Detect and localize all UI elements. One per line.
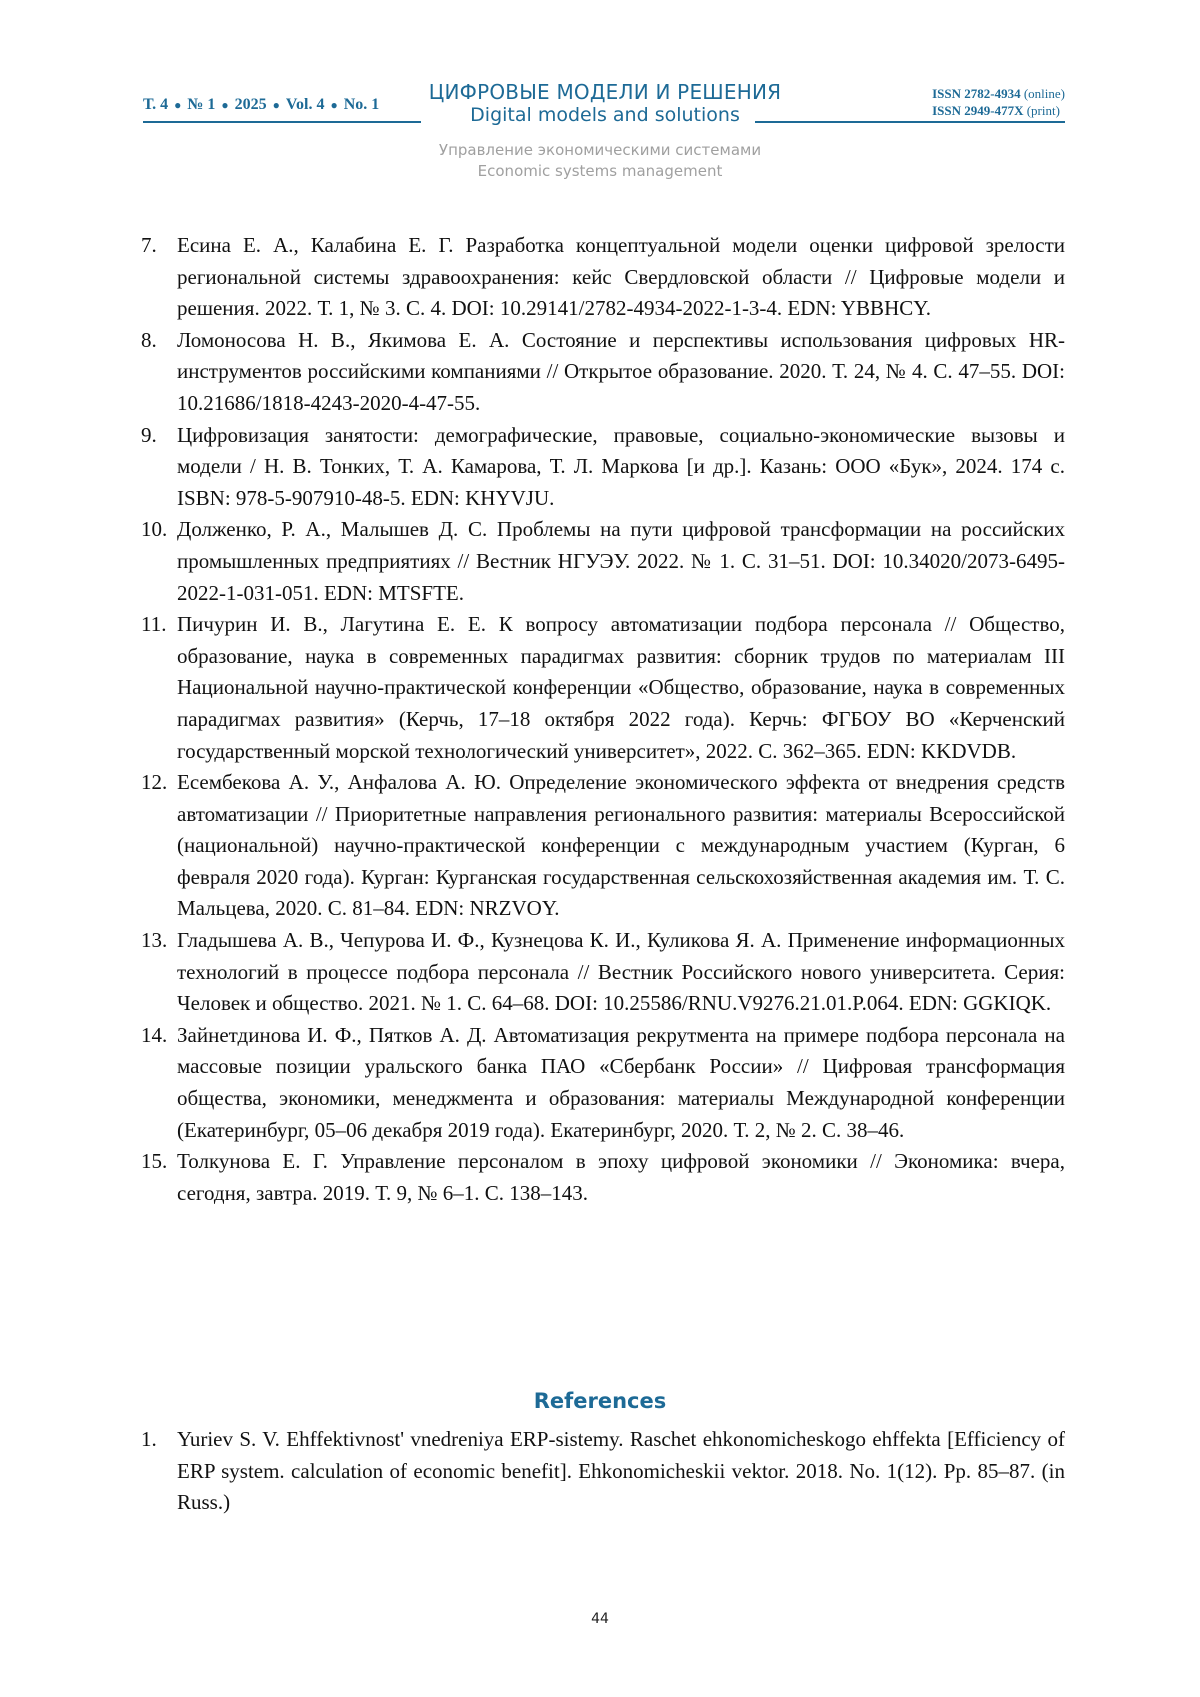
page xyxy=(0,0,1200,1697)
journal-title-en: Digital models and solutions xyxy=(415,104,795,126)
reference-item xyxy=(141,1424,1065,1519)
reference-text: Yuriev S. V. Ehffektivnost' vnedreniya ERP-sistemy. Raschet ehkonomicheskogo ehffekta [Efficiency of ERP system. calculation of economic benefit]. Ehkonomicheskii vektor. 2018. No. 1(12). Pp. 85–87. (in Russ.) xyxy=(177,1424,1065,1519)
page-number: 44 xyxy=(560,1611,640,1627)
reference-text: Пичурин И. В., Лагутина Е. Е. К вопросу автоматизации подбора персонала // Общество, образование, наука в современных парадигмах развития: сборник трудов по материалам III Национальной научно-практической конференции «Общество, образование, наука в современных парадигмах развития» (Керчь, 17–18 октября 2022 года). Керчь: ФГБОУ ВО «Керченский государственный морской технологический университет», 2022. С. 362–365. EDN: KKDVDB. xyxy=(177,609,1065,767)
reference-text: Цифровизация занятости: демографические, правовые, социально-экономические вызовы и модели / Н. В. Тонких, Т. А. Камарова, Т. Л. Маркова [и др.]. Казань: ООО «Бук», 2024. 174 с. ISBN: 978-5-907910-48-5. EDN: KHYVJU. xyxy=(177,420,1065,515)
separator-dot-icon: ● xyxy=(328,98,339,112)
reference-text: Зайнетдинова И. Ф., Пятков А. Д. Автоматизация рекрутмента на примере подбора персонала на массовые позиции уральского банка ПАО «Сбербанк России» // Цифровая трансформация общества, экономики, менеджмента и образования: материалы Международной конференции (Екатеринбург, 05–06 декабря 2019 года). Екатеринбург, 2020. Т. 2, № 2. С. 38–46. xyxy=(177,1020,1065,1146)
reference-item xyxy=(141,325,1065,420)
issn-print xyxy=(932,102,1065,119)
reference-item xyxy=(141,609,1065,767)
section-title-ru: Управление экономическими системами xyxy=(300,140,900,161)
volume-ru: Т. 4 xyxy=(143,96,168,113)
header-rule-right xyxy=(755,121,1065,123)
reference-number: 14. xyxy=(141,1020,177,1146)
issue-info xyxy=(143,96,379,114)
reference-number: 8. xyxy=(141,325,177,420)
running-header xyxy=(143,78,1065,128)
issue-en: No. 1 xyxy=(344,96,380,113)
reference-item xyxy=(141,514,1065,609)
reference-item xyxy=(141,925,1065,1020)
issn-online xyxy=(932,85,1065,102)
reference-item xyxy=(141,767,1065,925)
issn-print-number: ISSN 2949-477X xyxy=(932,103,1023,118)
reference-text: Долженко, Р. А., Малышев Д. С. Проблемы на пути цифровой трансформации на российских промышленных предприятиях // Вестник НГУЭУ. 2022. № 1. С. 31–51. DOI: 10.34020/2073-6495-2022-1-031-051. EDN: MTSFTE. xyxy=(177,514,1065,609)
issn-online-number: ISSN 2782-4934 xyxy=(932,86,1021,101)
separator-dot-icon: ● xyxy=(219,98,230,112)
separator-dot-icon: ● xyxy=(271,98,282,112)
reference-number: 15. xyxy=(141,1146,177,1209)
reference-number: 9. xyxy=(141,420,177,515)
reference-list-ru xyxy=(141,230,1065,1209)
volume-en: Vol. 4 xyxy=(286,96,325,113)
header-rule-left xyxy=(143,121,421,123)
reference-list-en xyxy=(141,1424,1065,1519)
reference-item xyxy=(141,1020,1065,1146)
reference-text: Толкунова Е. Г. Управление персоналом в эпоху цифровой экономики // Экономика: вчера, сегодня, завтра. 2019. Т. 9, № 6–1. С. 138–143. xyxy=(177,1146,1065,1209)
separator-dot-icon: ● xyxy=(172,98,183,112)
reference-number: 7. xyxy=(141,230,177,325)
reference-text: Ломоносова Н. В., Якимова Е. А. Состояние и перспективы использования цифровых HR-инструментов российскими компаниями // Открытое образование. 2020. Т. 24, № 4. С. 47–55. DOI: 10.21686/1818-4243-2020-4-47-55. xyxy=(177,325,1065,420)
reference-item xyxy=(141,1146,1065,1209)
year: 2025 xyxy=(235,96,267,113)
reference-text: Есина Е. А., Калабина Е. Г. Разработка концептуальной модели оценки цифровой зрелости региональной системы здравоохранения: кейс Свердловской области // Цифровые модели и решения. 2022. Т. 1, № 3. С. 4. DOI: 10.29141/2782-4934-2022-1-3-4. EDN: YBBHCY. xyxy=(177,230,1065,325)
reference-number: 13. xyxy=(141,925,177,1020)
issn-print-type: (print) xyxy=(1027,103,1060,118)
reference-number: 10. xyxy=(141,514,177,609)
reference-item xyxy=(141,230,1065,325)
reference-text: Гладышева А. В., Чепурова И. Ф., Кузнецова К. И., Куликова Я. А. Применение информационных технологий в процессе подбора персонала // Вестник Российского нового университета. Серия: Человек и общество. 2021. № 1. С. 64–68. DOI: 10.25586/RNU.V9276.21.01.P.064. EDN: GGKIQK. xyxy=(177,925,1065,1020)
reference-item xyxy=(141,420,1065,515)
section-title-en: Economic systems management xyxy=(300,161,900,182)
reference-number: 12. xyxy=(141,767,177,925)
journal-title xyxy=(415,80,795,126)
references-heading: References xyxy=(300,1389,900,1413)
journal-title-ru: ЦИФРОВЫЕ МОДЕЛИ И РЕШЕНИЯ xyxy=(415,80,795,104)
issn-online-type: (online) xyxy=(1024,86,1065,101)
reference-number: 11. xyxy=(141,609,177,767)
reference-number: 1. xyxy=(141,1424,177,1519)
issn-block xyxy=(932,85,1065,119)
section-title xyxy=(300,140,900,182)
issue-ru: № 1 xyxy=(187,96,215,113)
reference-text: Есембекова А. У., Анфалова А. Ю. Определение экономического эффекта от внедрения средств автоматизации // Приоритетные направления регионального развития: материалы Всероссийской (национальной) научно-практической конференции с международным участием (Курган, 6 февраля 2020 года). Курган: Курганская государственная сельскохозяйственная академия им. Т. С. Мальцева, 2020. С. 81–84. EDN: NRZVOY. xyxy=(177,767,1065,925)
